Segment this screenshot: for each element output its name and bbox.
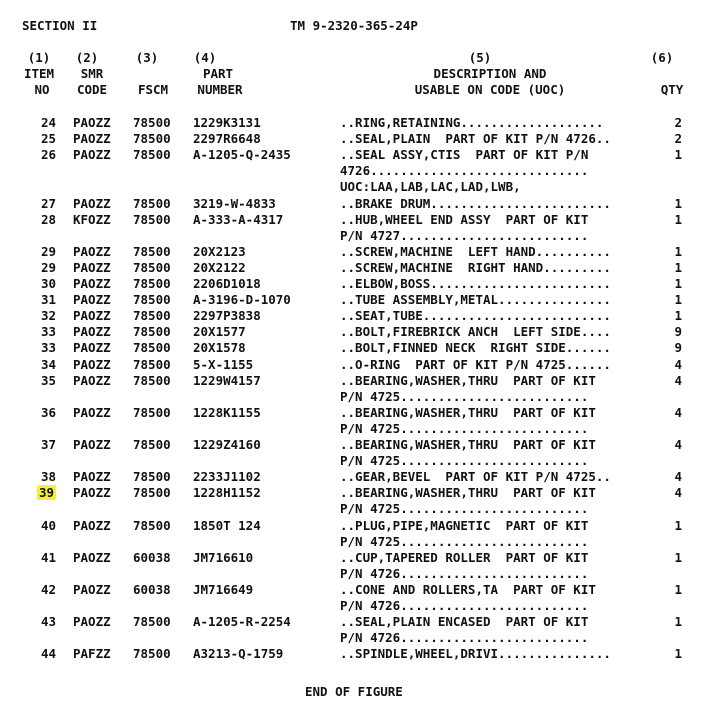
item-number: 37 [40,437,56,452]
item-number-cell [22,308,56,323]
col-fscm-num: (3) [135,50,159,65]
item-number-cell [22,340,56,355]
col-qty-num: (6) [650,50,674,65]
description-line: ..BOLT,FIREBRICK ANCH LEFT SIDE.... [340,324,611,339]
description-line: P/N 4726......................... [340,598,589,613]
fscm-code: 78500 [133,324,171,339]
description-line: ..BEARING,WASHER,THRU PART OF KIT [340,373,596,388]
quantity: 1 [674,147,682,162]
part-number: 20X1577 [193,324,246,339]
description-line: ..HUB,WHEEL END ASSY PART OF KIT [340,212,589,227]
smr-code: PAOZZ [73,518,111,533]
table-row [0,405,727,437]
part-number: 2297R6648 [193,131,261,146]
description-line: ..BOLT,FINNED NECK RIGHT SIDE...... [340,340,611,355]
quantity: 4 [674,373,682,388]
table-row [0,196,727,212]
item-number: 34 [40,357,56,372]
quantity: 9 [674,340,682,355]
smr-code: PAOZZ [73,357,111,372]
table-row [0,340,727,356]
smr-code: PAOZZ [73,485,111,500]
description-line: ..SEAL,PLAIN PART OF KIT P/N 4726.. [340,131,611,146]
part-number: A-1205-R-2254 [193,614,291,629]
item-number: 41 [40,550,56,565]
table-row [0,518,727,550]
description-line: P/N 4725......................... [340,421,589,436]
part-number: 2233J1102 [193,469,261,484]
quantity: 1 [674,196,682,211]
col-fscm-l2: FSCM [137,82,169,97]
col-item-l1: ITEM [23,66,55,81]
item-number: 42 [40,582,56,597]
smr-code: PAOZZ [73,373,111,388]
part-number: 20X1578 [193,340,246,355]
item-number-cell [22,485,56,500]
col-qty-l2: QTY [660,82,684,97]
fscm-code: 78500 [133,308,171,323]
quantity: 1 [674,260,682,275]
col-part-l1: PART [202,66,234,81]
item-number-cell [22,115,56,130]
description-line: P/N 4725......................... [340,534,589,549]
item-number-cell [22,131,56,146]
item-number-cell [22,582,56,597]
description-line: ..BRAKE DRUM........................ [340,196,611,211]
fscm-code: 78500 [133,147,171,162]
part-number: 1229W4157 [193,373,261,388]
smr-code: PAOZZ [73,276,111,291]
item-number-cell [22,292,56,307]
description-line: P/N 4725......................... [340,453,589,468]
item-number-cell [22,614,56,629]
item-number: 44 [40,646,56,661]
item-number-cell [22,147,56,162]
fscm-code: 78500 [133,260,171,275]
fscm-code: 78500 [133,437,171,452]
item-number: 36 [40,405,56,420]
table-row [0,582,727,614]
description-line: ..ELBOW,BOSS........................ [340,276,611,291]
table-row [0,614,727,646]
table-row [0,646,727,662]
quantity: 4 [674,405,682,420]
part-number: A3213-Q-1759 [193,646,284,661]
part-number: 1229K3131 [193,115,261,130]
description-line: ..BEARING,WASHER,THRU PART OF KIT [340,437,596,452]
smr-code: PAOZZ [73,196,111,211]
tm-number: TM 9-2320-365-24P [290,18,418,33]
smr-code: PAOZZ [73,260,111,275]
col-smr-l2: CODE [76,82,108,97]
item-number-cell [22,518,56,533]
description-line: ..CUP,TAPERED ROLLER PART OF KIT [340,550,589,565]
table-row [0,437,727,469]
description-line: P/N 4727......................... [340,228,589,243]
table-row [0,292,727,308]
fscm-code: 78500 [133,340,171,355]
part-number: JM716610 [193,550,254,565]
item-number: 40 [40,518,56,533]
item-number: 25 [40,131,56,146]
item-number-cell [22,244,56,259]
description-line: ..SCREW,MACHINE RIGHT HAND......... [340,260,611,275]
description-line: ..O-RING PART OF KIT P/N 4725...... [340,357,611,372]
part-number: 1229Z4160 [193,437,261,452]
table-row [0,324,727,340]
end-of-figure: END OF FIGURE [305,684,403,699]
fscm-code: 78500 [133,244,171,259]
item-number: 26 [40,147,56,162]
table-row [0,550,727,582]
fscm-code: 78500 [133,469,171,484]
smr-code: PAFZZ [73,646,111,661]
smr-code: PAOZZ [73,405,111,420]
fscm-code: 78500 [133,373,171,388]
quantity: 2 [674,115,682,130]
item-number: 33 [40,324,56,339]
part-number: 2206D1018 [193,276,261,291]
table-row [0,469,727,485]
item-number: 38 [40,469,56,484]
item-number-cell [22,196,56,211]
item-number: 33 [40,340,56,355]
smr-code: PAOZZ [73,550,111,565]
description-line: ..TUBE ASSEMBLY,METAL............... [340,292,611,307]
col-item-l2: NO [34,82,50,97]
col-part-l2: NUMBER [197,82,243,97]
item-number: 39 [38,485,54,500]
description-line: UOC:LAA,LAB,LAC,LAD,LWB, [340,179,521,194]
part-number: 20X2122 [193,260,246,275]
description-line: ..SEAT,TUBE......................... [340,308,611,323]
smr-code: PAOZZ [73,292,111,307]
fscm-code: 78500 [133,357,171,372]
item-number-cell [22,276,56,291]
description-line: ..CONE AND ROLLERS,TA PART OF KIT [340,582,596,597]
fscm-code: 78500 [133,485,171,500]
quantity: 4 [674,485,682,500]
col-item-num: (1) [27,50,51,65]
quantity: 1 [674,308,682,323]
smr-code: PAOZZ [73,244,111,259]
description-line: P/N 4725......................... [340,389,589,404]
smr-code: PAOZZ [73,469,111,484]
smr-code: PAOZZ [73,340,111,355]
col-desc-l1: DESCRIPTION AND [433,66,547,81]
item-number-cell [22,373,56,388]
item-number-cell [22,324,56,339]
item-number-cell [22,646,56,661]
fscm-code: 78500 [133,115,171,130]
quantity: 1 [674,614,682,629]
fscm-code: 78500 [133,292,171,307]
item-number: 24 [40,115,56,130]
quantity: 1 [674,582,682,597]
description-line: ..SEAL,PLAIN ENCASED PART OF KIT [340,614,589,629]
quantity: 2 [674,131,682,146]
fscm-code: 78500 [133,131,171,146]
table-row [0,276,727,292]
item-number: 35 [40,373,56,388]
smr-code: PAOZZ [73,147,111,162]
smr-code: PAOZZ [73,614,111,629]
table-row [0,212,727,244]
table-row [0,308,727,324]
quantity: 4 [674,437,682,452]
smr-code: PAOZZ [73,115,111,130]
description-line: P/N 4726......................... [340,630,589,645]
quantity: 1 [674,646,682,661]
quantity: 1 [674,244,682,259]
fscm-code: 78500 [133,518,171,533]
table-row [0,357,727,373]
description-line: ..GEAR,BEVEL PART OF KIT P/N 4725.. [340,469,611,484]
quantity: 1 [674,550,682,565]
description-line: 4726............................. [340,163,589,178]
part-number: 1228K1155 [193,405,261,420]
part-number: 1228H1152 [193,485,261,500]
fscm-code: 78500 [133,276,171,291]
item-number-cell [22,469,56,484]
item-number-cell [22,357,56,372]
fscm-code: 78500 [133,614,171,629]
fscm-code: 78500 [133,196,171,211]
part-number: 20X2123 [193,244,246,259]
item-number: 31 [40,292,56,307]
col-part-num: (4) [193,50,217,65]
item-number: 30 [40,276,56,291]
smr-code: PAOZZ [73,582,111,597]
description-line: P/N 4725......................... [340,501,589,516]
description-line: ..SEAL ASSY,CTIS PART OF KIT P/N [340,147,589,162]
item-number: 43 [40,614,56,629]
col-desc-l2: USABLE ON CODE (UOC) [414,82,566,97]
item-number-cell [22,550,56,565]
smr-code: PAOZZ [73,324,111,339]
item-number-cell [22,260,56,275]
smr-code: PAOZZ [73,308,111,323]
quantity: 1 [674,212,682,227]
fscm-code: 60038 [133,550,171,565]
description-line: ..SPINDLE,WHEEL,DRIVI............... [340,646,611,661]
quantity: 9 [674,324,682,339]
fscm-code: 60038 [133,582,171,597]
col-smr-l1: SMR [80,66,104,81]
part-number: JM716649 [193,582,254,597]
table-row [0,244,727,260]
item-number-cell [22,405,56,420]
description-line: ..BEARING,WASHER,THRU PART OF KIT [340,405,596,420]
item-number-cell [22,212,56,227]
quantity: 1 [674,276,682,291]
section-label: SECTION II [22,18,98,33]
description-line: ..PLUG,PIPE,MAGNETIC PART OF KIT [340,518,589,533]
smr-code: PAOZZ [73,131,111,146]
quantity: 1 [674,292,682,307]
part-number: 1850T 124 [193,518,261,533]
fscm-code: 78500 [133,212,171,227]
part-number: A-333-A-4317 [193,212,284,227]
quantity: 1 [674,518,682,533]
table-row [0,115,727,131]
smr-code: KFOZZ [73,212,111,227]
item-number: 29 [40,244,56,259]
smr-code: PAOZZ [73,437,111,452]
part-number: 3219-W-4833 [193,196,276,211]
item-number: 32 [40,308,56,323]
description-line: P/N 4726......................... [340,566,589,581]
col-desc-num: (5) [468,50,492,65]
description-line: ..SCREW,MACHINE LEFT HAND.......... [340,244,611,259]
table-row [0,131,727,147]
table-row [0,260,727,276]
col-smr-num: (2) [75,50,99,65]
quantity: 4 [674,357,682,372]
table-row [0,485,727,517]
part-number: 2297P3838 [193,308,261,323]
description-line: ..RING,RETAINING................... [340,115,604,130]
item-number: 28 [40,212,56,227]
table-row [0,147,727,195]
item-number: 29 [40,260,56,275]
fscm-code: 78500 [133,646,171,661]
description-line: ..BEARING,WASHER,THRU PART OF KIT [340,485,596,500]
table-row [0,373,727,405]
part-number: A-1205-Q-2435 [193,147,291,162]
quantity: 4 [674,469,682,484]
item-number-cell [22,437,56,452]
part-number: 5-X-1155 [193,357,254,372]
fscm-code: 78500 [133,405,171,420]
item-number: 27 [40,196,56,211]
part-number: A-3196-D-1070 [193,292,291,307]
